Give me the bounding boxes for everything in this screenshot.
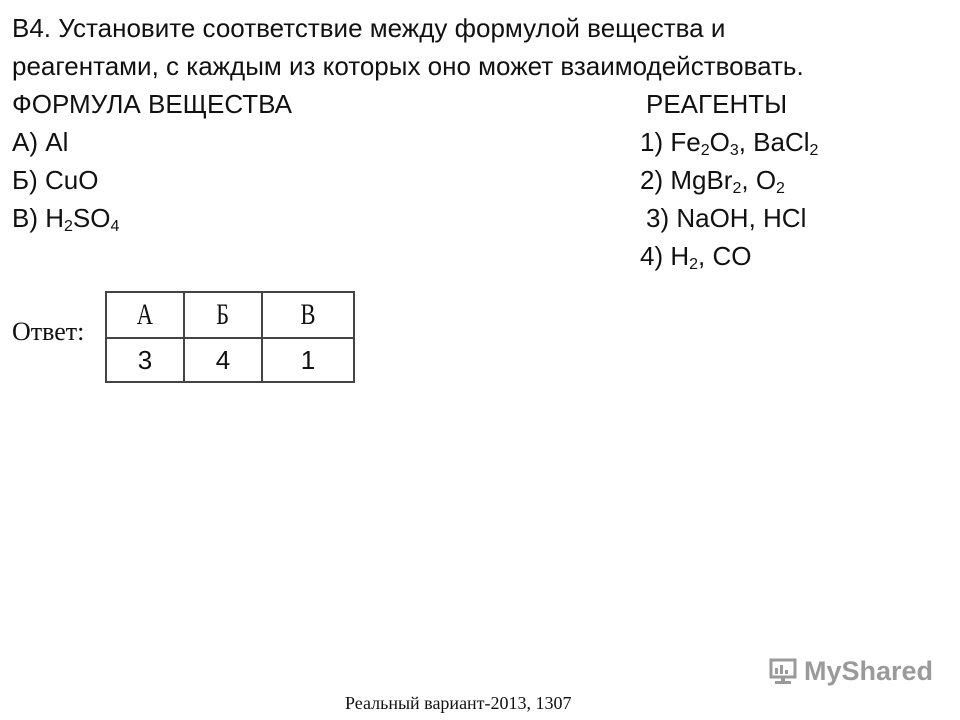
formula-part: Al	[45, 127, 69, 157]
formula-subscript: 3	[729, 142, 739, 159]
formula-subscript: 2	[776, 180, 785, 197]
formula-subscript: 2	[689, 256, 699, 273]
answer-value-a: 3	[106, 338, 184, 382]
reagent-number: 3)	[646, 203, 677, 233]
reagent-number: 1)	[640, 127, 671, 157]
watermark-text: MyShared	[804, 656, 934, 686]
answer-table	[105, 291, 355, 383]
answer-value-c: 1	[262, 338, 354, 382]
answer-header-c: В	[300, 298, 316, 331]
formula-subscript: 2	[64, 218, 73, 235]
watermark	[768, 656, 933, 687]
formula-part: , O	[741, 165, 777, 195]
formula-part: SO	[72, 203, 111, 233]
reagent-item-3	[646, 202, 806, 234]
answer-header-a: А	[136, 298, 154, 331]
formula-part: H	[45, 203, 65, 233]
formula-part: MgBr	[670, 165, 733, 195]
source-note: Реальный вариант-2013, 1307	[345, 693, 572, 713]
substance-item-a	[12, 126, 68, 158]
formula-subscript: 2	[700, 142, 710, 159]
formula-subscript: 4	[110, 218, 120, 235]
column-header-substance: ФОРМУЛА ВЕЩЕСТВА	[12, 89, 292, 119]
answer-value-b: 4	[184, 338, 262, 382]
presentation-board-icon	[768, 657, 798, 687]
question-line-2: реагентами, с каждым из которых оно может взаимодействовать.	[12, 51, 804, 81]
formula-part: , CO	[698, 241, 752, 271]
formula-part: H	[670, 241, 690, 271]
formula-part: NaOH, HCl	[676, 203, 807, 233]
reagent-item-1	[640, 126, 818, 158]
substance-letter: Б)	[12, 165, 45, 195]
formula-subscript: 2	[732, 180, 742, 197]
substance-letter: В)	[12, 203, 46, 233]
reagent-number: 2)	[640, 165, 671, 195]
formula-subscript: 2	[809, 142, 819, 159]
answer-header-cell-a	[106, 292, 184, 338]
answer-table-value-row	[106, 338, 354, 382]
formula-part: O	[709, 127, 730, 157]
column-header-reagents: РЕАГЕНТЫ	[646, 89, 788, 119]
formula-part: Fe	[670, 127, 701, 157]
reagent-item-4	[640, 240, 751, 272]
question-line-1: В4. Установите соответствие между формулой вещества и	[12, 13, 726, 43]
reagent-number: 4)	[640, 241, 671, 271]
substance-item-c	[12, 202, 119, 234]
formula-part: CuO	[44, 165, 99, 195]
reagent-item-2	[640, 164, 785, 196]
substance-item-b	[12, 164, 98, 196]
answer-header-cell-b	[184, 292, 262, 338]
answer-header-cell-c	[262, 292, 354, 338]
formula-part: , BaCl	[738, 127, 810, 157]
answer-header-b: Б	[216, 298, 230, 331]
substance-letter: А)	[12, 127, 46, 157]
answer-label: Ответ:	[12, 317, 85, 346]
answer-table-header-row	[106, 292, 354, 338]
